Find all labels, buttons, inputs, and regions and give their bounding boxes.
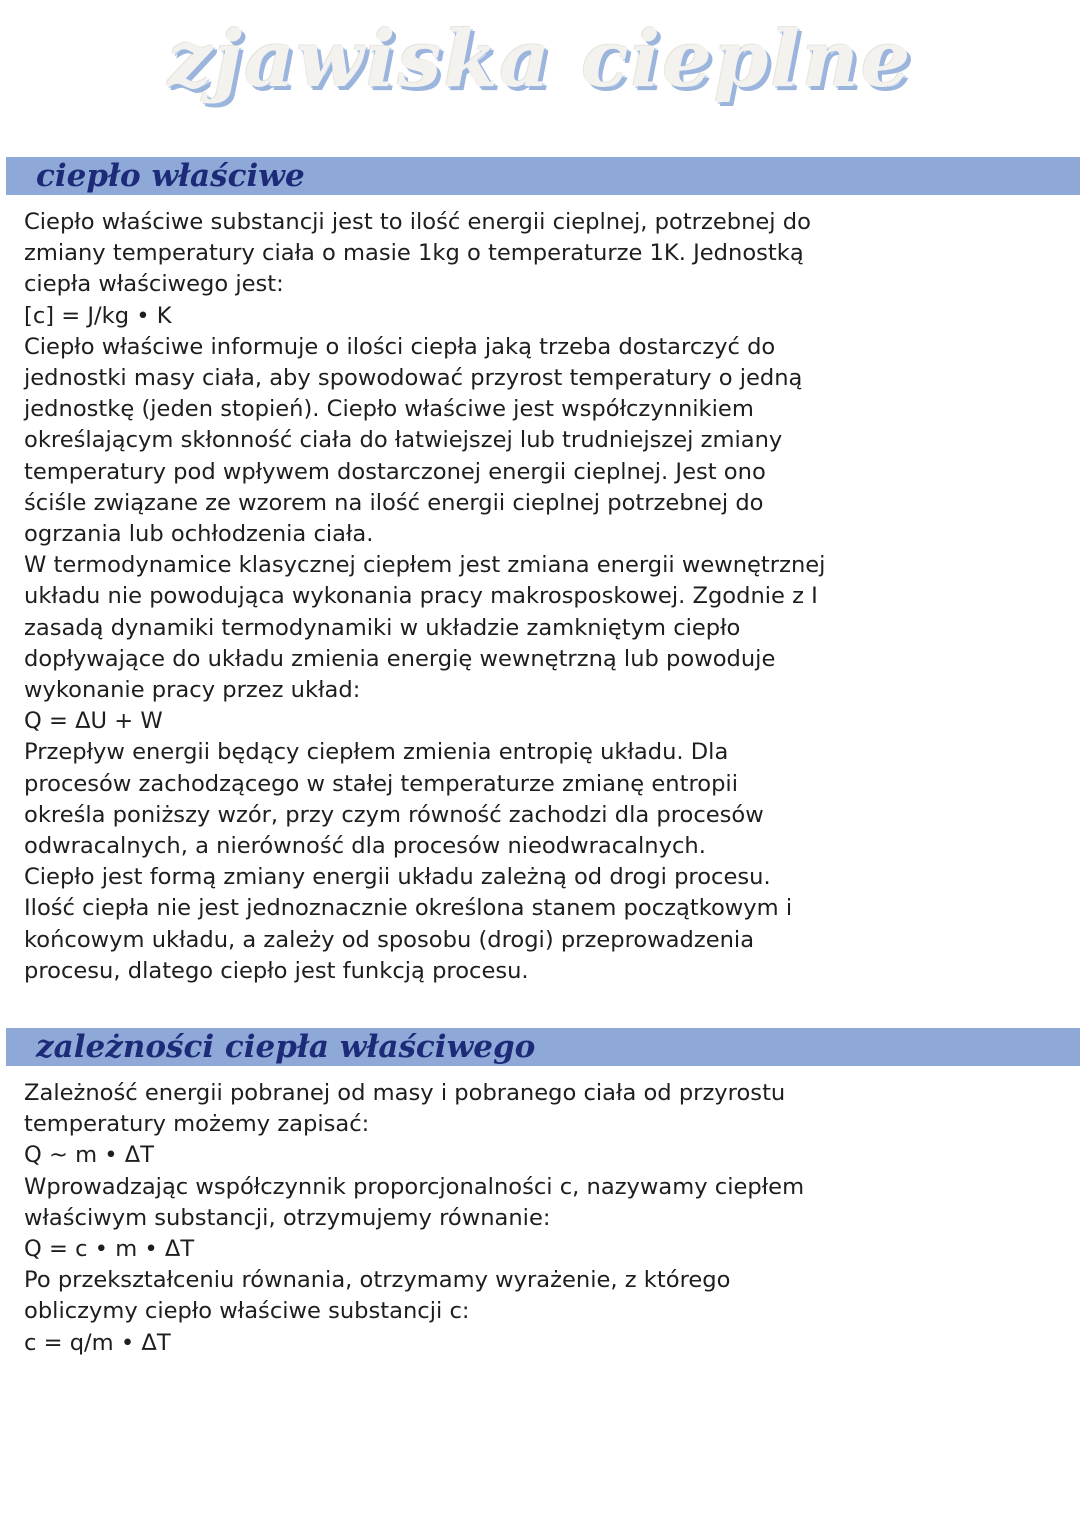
text-line: ciepła właściwego jest: (24, 271, 284, 298)
formula-line: Q ~ m • ΔT (24, 1142, 155, 1169)
text-line: Ciepło właściwe informuje o ilości ciepła jaką trzeba dostarczyć do (24, 333, 776, 360)
text-line: jednostkę (jeden stopień). Ciepło właściwe jest współczynnikiem (24, 396, 754, 423)
text-line: Ciepło jest formą zmiany energii układu zależną od drogi procesu. (24, 864, 771, 891)
text-line: Ilość ciepła nie jest jednoznacznie określona stanem początkowym i (24, 895, 793, 922)
band-left-edge (0, 157, 6, 195)
page-title: zjawiska cieplne (167, 14, 913, 105)
text-line: temperatury pod wpływem dostarczonej energii cieplnej. Jest ono (24, 458, 766, 485)
text-line: procesu, dlatego ciepło jest funkcją procesu. (24, 957, 529, 984)
text-line: obliczymy ciepło właściwe substancji c: (24, 1298, 470, 1325)
text-line: ogrzania lub ochłodzenia ciała. (24, 521, 374, 548)
text-line: jednostki masy ciała, aby spowodować przyrost temperatury o jedną (24, 365, 803, 392)
section-body-zaleznosci (24, 1078, 1064, 1359)
text-line: temperatury możemy zapisać: (24, 1111, 370, 1138)
text-line: Wprowadzając współczynnik proporcjonalności c, nazywamy ciepłem (24, 1173, 805, 1200)
text-line: Po przekształceniu równania, otrzymamy wyrażenie, z którego (24, 1267, 731, 1294)
text-line: wykonanie pracy przez układ: (24, 677, 361, 704)
section-header-cieplo-wlasciwe (0, 157, 1080, 195)
text-line: procesów zachodzącego w stałej temperaturze zmianę entropii (24, 770, 738, 797)
band-left-edge (0, 1028, 6, 1066)
text-line: ściśle związane ze wzorem na ilość energii cieplnej potrzebnej do (24, 489, 764, 516)
text-line: Przepływ energii będący ciepłem zmienia entropię układu. Dla (24, 739, 729, 766)
text-line: układu nie powodująca wykonania pracy makrosposkowej. Zgodnie z I (24, 583, 818, 610)
formula-line: c = q/m • ΔT (24, 1329, 171, 1356)
text-line: zmiany temperatury ciała o masie 1kg o temperaturze 1K. Jednostką (24, 240, 804, 267)
section-body-cieplo-wlasciwe (24, 207, 1064, 987)
text-line: dopływające do układu zmienia energię wewnętrzną lub powoduje (24, 645, 776, 672)
text-line: określającym skłonność ciała do łatwiejszej lub trudniejszej zmiany (24, 427, 783, 454)
text-line: zasadą dynamiki termodynamiki w układzie zamkniętym ciepło (24, 614, 741, 641)
text-line: W termodynamice klasycznej ciepłem jest zmiana energii wewnętrznej (24, 552, 826, 579)
text-line: Zależność energii pobranej od masy i pobranego ciała od przyrostu (24, 1080, 786, 1106)
text-line: określa poniższy wzór, przy czym równość zachodzi dla procesów (24, 801, 764, 828)
text-line: Ciepło właściwe substancji jest to ilość energii cieplnej, potrzebnej do (24, 209, 811, 235)
section-header-zaleznosci (0, 1028, 1080, 1066)
section-heading: zależności ciepła właściwego (36, 1029, 536, 1065)
formula-line: [c] = J/kg • K (24, 302, 172, 329)
text-line: końcowym układu, a zależy od sposobu (drogi) przeprowadzenia (24, 926, 755, 953)
formula-line: Q = c • m • ΔT (24, 1236, 195, 1263)
text-line: odwracalnych, a nierówność dla procesów nieodwracalnych. (24, 833, 706, 860)
text-line: właściwym substancji, otrzymujemy równanie: (24, 1204, 551, 1231)
formula-line: Q = ΔU + W (24, 708, 163, 735)
section-heading: ciepło właściwe (36, 158, 305, 194)
